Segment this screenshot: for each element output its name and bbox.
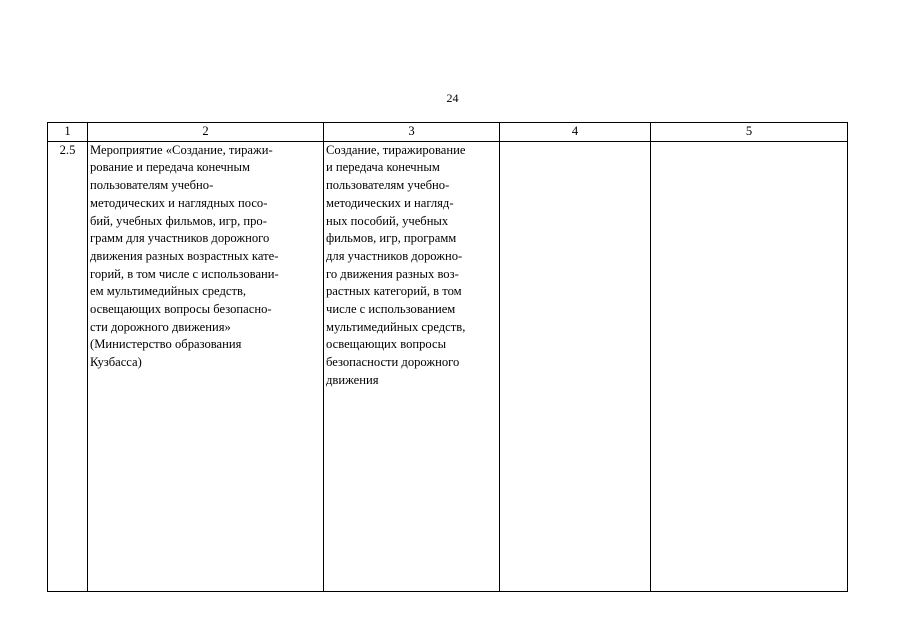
measure-name-line: бий, учебных фильмов, игр, про- <box>90 213 267 228</box>
measure-description-line: ных пособий, учебных <box>326 213 449 228</box>
measure-name-line: сти дорожного движения» <box>90 319 231 334</box>
measure-description-line: методических и нагляд- <box>326 195 454 210</box>
measure-description-line: го движения разных воз- <box>326 266 459 281</box>
measure-name-line: рование и передача конечным <box>90 160 250 175</box>
measure-description-line: мультимедийных средств, <box>326 319 466 334</box>
measure-description-line: числе с использованием <box>326 302 456 317</box>
row-number-cell: 2.5 <box>48 141 88 591</box>
column-header-2: 2 <box>88 123 324 142</box>
measure-description-line: безопасности дорожного <box>326 355 460 370</box>
measure-name-line: пользователям учебно- <box>90 178 214 193</box>
table-header-row <box>48 123 848 142</box>
measure-name-line: Кузбасса) <box>90 355 142 370</box>
measure-description-line: освещающих вопросы <box>326 337 447 352</box>
measure-description-line: для участников дорожно- <box>326 248 463 263</box>
column-header-4: 4 <box>500 123 651 142</box>
measure-description-line: движения <box>326 372 379 387</box>
measure-name-cell <box>88 141 324 591</box>
measure-description-line: пользователям учебно- <box>326 178 450 193</box>
measure-name-line: Мероприятие «Создание, тиражи- <box>90 142 273 157</box>
measure-name-line: движения разных возрастных кате- <box>90 248 279 263</box>
table-row <box>48 141 848 591</box>
measures-table <box>47 122 848 592</box>
page-number: 24 <box>446 91 459 105</box>
measure-description-line: Создание, тиражирование <box>326 142 466 157</box>
column-header-3: 3 <box>324 123 500 142</box>
measure-description-cell <box>324 141 500 591</box>
measure-name-line: грамм для участников дорожного <box>90 231 270 246</box>
column-4-cell <box>500 141 651 591</box>
measure-description-line: и передача конечным <box>326 160 440 175</box>
measure-name-line: (Министерство образования <box>90 337 242 352</box>
column-header-5: 5 <box>651 123 848 142</box>
measure-name-line: методических и наглядных посо- <box>90 195 268 210</box>
column-header-1: 1 <box>48 123 88 142</box>
measure-name-line: горий, в том числе с использовани- <box>90 266 279 281</box>
column-5-cell <box>651 141 848 591</box>
measure-description-line: фильмов, игр, программ <box>326 231 457 246</box>
measure-name-line: освещающих вопросы безопасно- <box>90 302 272 317</box>
measure-name-line: ем мультимедийных средств, <box>90 284 247 299</box>
measure-description-line: растных категорий, в том <box>326 284 462 299</box>
